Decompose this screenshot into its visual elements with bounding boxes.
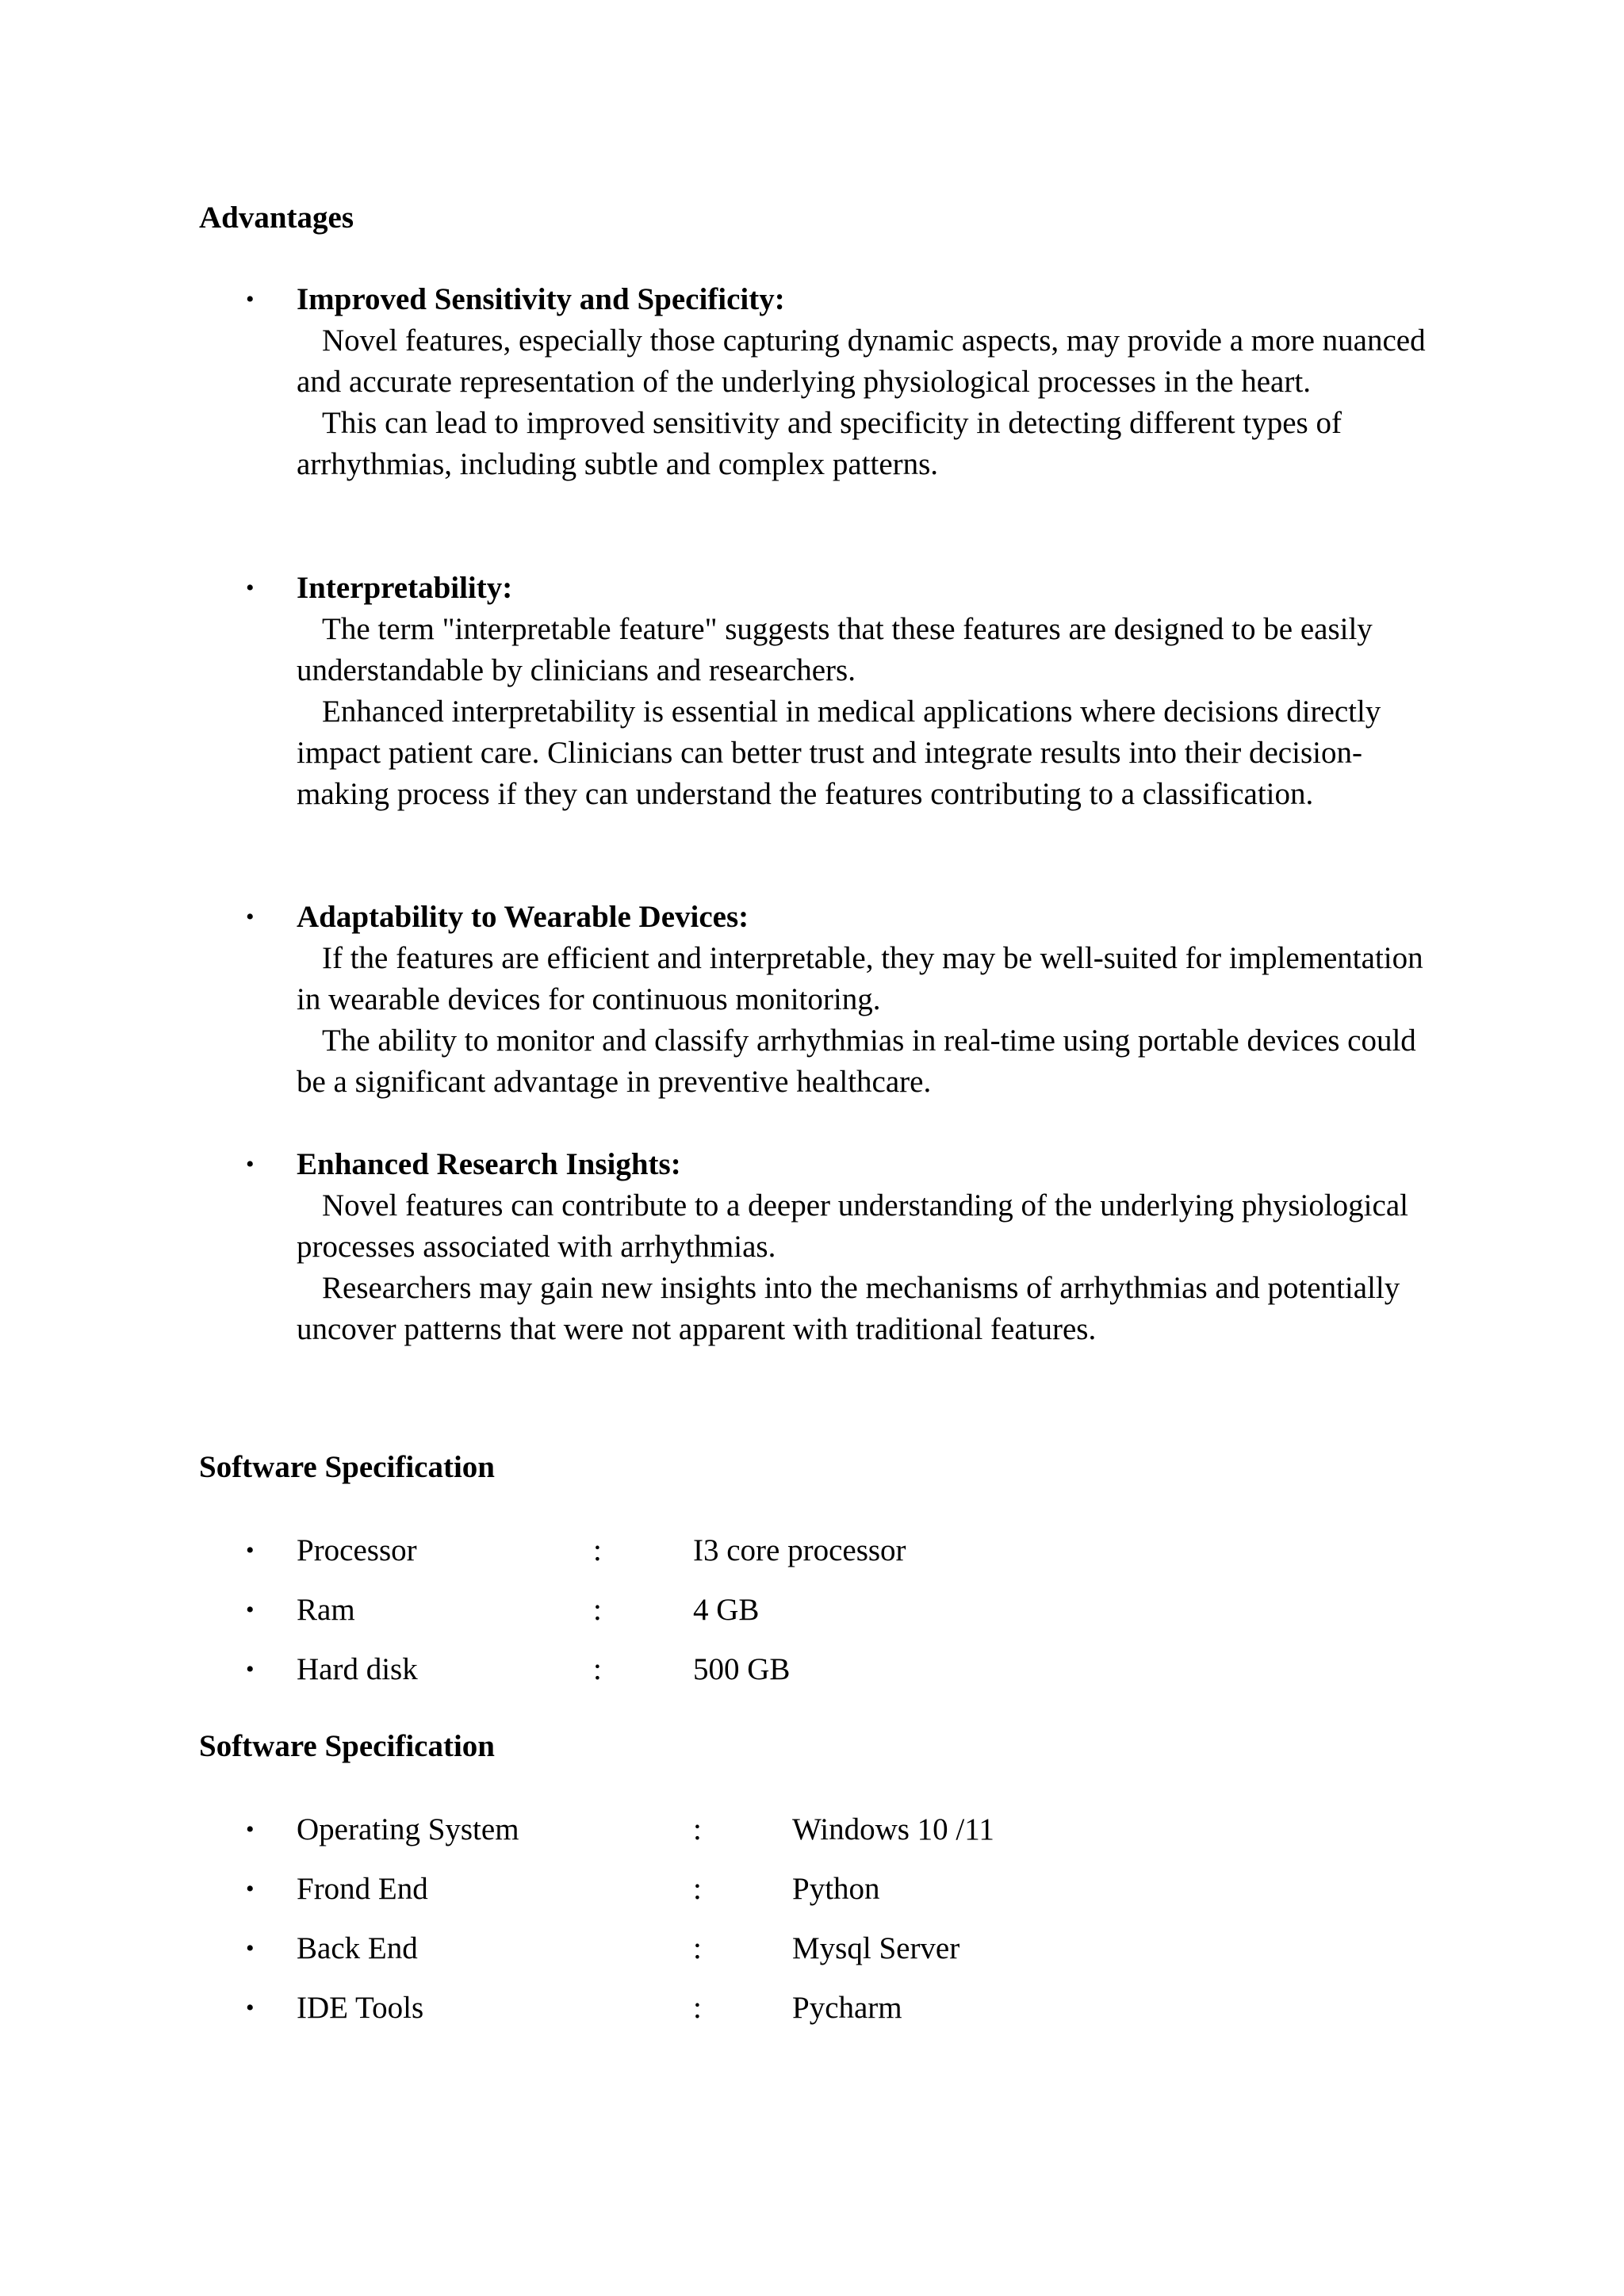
bullet-icon: • xyxy=(246,1597,255,1623)
spec-value: Mysql Server xyxy=(792,1931,960,1965)
advantage-title: Enhanced Research Insights: xyxy=(297,1147,681,1181)
advantage-paragraph: Enhanced interpretability is essential in medical applications where decisions directly impact patient care. Clinicians can better trust and integrate results into their decision-making process if they can understand the features contributing to a classification. xyxy=(297,695,1381,811)
spec-label: Back End xyxy=(297,1931,418,1965)
advantages-heading: Advantages xyxy=(199,201,354,235)
advantage-paragraph: If the features are efficient and interpretable, they may be well-suited for implementation in wearable devices for continuous monitoring. xyxy=(297,941,1423,1016)
spec-separator: : xyxy=(693,1812,702,1846)
hardware-spec-heading: Software Specification xyxy=(199,1450,495,1484)
spec-value: I3 core processor xyxy=(693,1533,906,1567)
bullet-icon: • xyxy=(246,1656,255,1682)
bullet-icon: • xyxy=(246,575,255,601)
spec-row xyxy=(246,1649,791,1690)
spec-value: 500 GB xyxy=(693,1652,791,1686)
bullet-icon: • xyxy=(246,1816,255,1843)
spec-value: Python xyxy=(792,1872,880,1906)
bullet-icon: • xyxy=(246,1537,255,1563)
spec-value: Pycharm xyxy=(792,1991,902,2025)
advantage-paragraph: The ability to monitor and classify arrhythmias in real-time using portable devices could be a significant advantage in preventive healthcare. xyxy=(297,1024,1416,1099)
bullet-icon: • xyxy=(246,1151,255,1177)
bullet-icon: • xyxy=(246,1995,255,2021)
spec-separator: : xyxy=(593,1533,602,1567)
spec-label: Operating System xyxy=(297,1812,519,1846)
bullet-icon: • xyxy=(246,904,255,930)
software-spec-heading: Software Specification xyxy=(199,1729,495,1763)
spec-label: Ram xyxy=(297,1593,355,1627)
spec-separator: : xyxy=(693,1872,702,1906)
spec-value: 4 GB xyxy=(693,1593,760,1627)
advantage-item xyxy=(246,1144,1431,1350)
spec-separator: : xyxy=(593,1593,602,1627)
bullet-icon: • xyxy=(246,1935,255,1961)
spec-row xyxy=(246,1928,960,1969)
advantage-item xyxy=(246,568,1431,815)
advantage-paragraph: Researchers may gain new insights into the mechanisms of arrhythmias and potentially uncover patterns that were not apparent with traditional features. xyxy=(297,1271,1400,1346)
spec-label: IDE Tools xyxy=(297,1991,424,2025)
bullet-icon: • xyxy=(246,1876,255,1902)
spec-label: Hard disk xyxy=(297,1652,418,1686)
spec-separator: : xyxy=(693,1931,702,1965)
spec-row xyxy=(246,1988,902,2029)
spec-value: Windows 10 /11 xyxy=(792,1812,994,1846)
advantage-paragraph: The term "interpretable feature" suggests that these features are designed to be easily understandable by clinicians and researchers. xyxy=(297,612,1373,687)
advantage-title: Improved Sensitivity and Specificity: xyxy=(297,282,785,316)
advantage-paragraph: Novel features, especially those capturing dynamic aspects, may provide a more nuanced and accurate representation of the underlying physiological processes in the heart. xyxy=(297,323,1426,399)
spec-row xyxy=(246,1809,994,1850)
spec-row xyxy=(246,1590,760,1631)
advantage-item xyxy=(246,279,1431,485)
spec-label: Frond End xyxy=(297,1872,428,1906)
spec-row xyxy=(246,1530,906,1571)
advantage-title: Adaptability to Wearable Devices: xyxy=(297,900,749,934)
spec-separator: : xyxy=(593,1652,602,1686)
spec-separator: : xyxy=(693,1991,702,2025)
spec-row xyxy=(246,1869,880,1910)
bullet-icon: • xyxy=(246,286,255,312)
advantage-paragraph: This can lead to improved sensitivity and specificity in detecting different types of arrhythmias, including subtle and complex patterns. xyxy=(297,406,1342,481)
advantage-title: Interpretability: xyxy=(297,571,513,605)
advantage-paragraph: Novel features can contribute to a deeper understanding of the underlying physiological processes associated with arrhythmias. xyxy=(297,1188,1408,1264)
advantage-item xyxy=(246,897,1431,1103)
spec-label: Processor xyxy=(297,1533,417,1567)
